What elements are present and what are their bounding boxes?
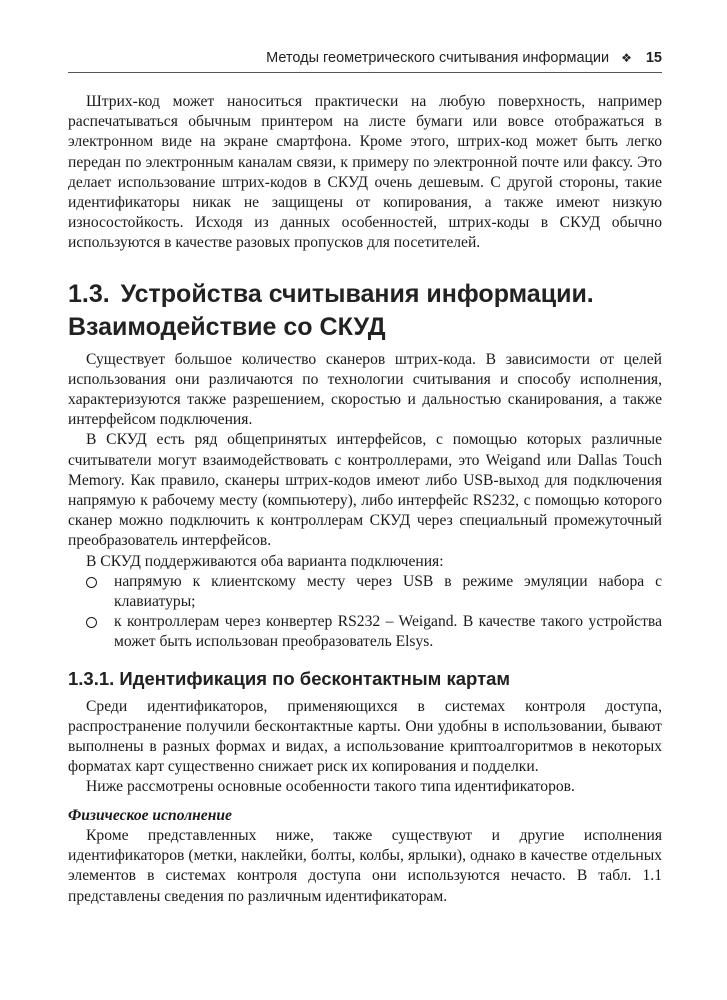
connection-options-list xyxy=(68,572,662,653)
running-title: Методы геометрического считывания информации xyxy=(266,50,610,66)
running-header xyxy=(68,50,662,73)
section-title: Устройства считывания информации. Взаимодействие со СКУД xyxy=(68,279,594,341)
section-number: 1.3. xyxy=(68,279,110,308)
runin-paragraph: Кроме представленных ниже, также существуют и другие исполнения идентификаторов (метки, наклейки, болты, колбы, ярлыки), однако в качестве отдельных элементов в системах контроля доступа они используются нечасто. В табл. 1.1 представлены сведения по различным идентификаторам. xyxy=(68,826,662,905)
list-item xyxy=(68,572,662,612)
section-paragraph: Существует большое количество сканеров штрих-кода. В зависимости от целей использования они различаются по технологии считывания и способу исполнения, характеризуются также разрешением, скоростью и дальностью сканирования, а также интерфейсом подключения. xyxy=(68,350,662,429)
intro-paragraph: Штрих-код может наноситься практически на любую поверхность, например распечатываться обычным принтером на листе бумаги или вовсе отображаться в электронном виде на экране смартфона. Кроме этого, штрих-код может быть легко передан по электронным каналам связи, к примеру по электронной почте или факсу. Это делает использование штрих-кодов в СКУД очень дешевым. С другой стороны, такие идентификаторы никак не защищены от копирования, а также имеют низкую износостойкость. Исходя из данных особенностей, штрих-коды в СКУД обычно используются в качестве разовых пропусков для посетителей. xyxy=(68,93,662,252)
page-content xyxy=(68,92,662,907)
subsection-heading: 1.3.1. Идентификация по бесконтактным картам xyxy=(68,667,511,689)
section-paragraph: В СКУД есть ряд общепринятых интерфейсов, с помощью которых различные считыватели могут взаимодействовать с контроллерами, это Weigand или Dallas Touch Memory. Как правило, сканеры штрих-кодов имеют либо USB-выход для подключения напрямую к рабочему месту (компьютеру), либо интерфейс RS232, с помощью которого сканер можно подключить к контроллерам СКУД через специальный промежуточный преобразователь интерфейсов. xyxy=(68,431,662,550)
subsection-paragraph: Ниже рассмотрены основные особенности такого типа идентификаторов. xyxy=(86,778,575,796)
list-item xyxy=(68,612,662,652)
page-number: 15 xyxy=(645,50,662,66)
runin-heading: Физическое исполнение xyxy=(68,806,232,824)
circle-bullet-icon xyxy=(86,617,97,628)
circle-bullet-icon xyxy=(86,577,97,588)
section-paragraph: В СКУД поддерживаются оба варианта подключения: xyxy=(86,552,444,570)
list-item-text: напрямую к клиентскому месту через USB в режиме эмуляции набора с клавиатуры; xyxy=(114,572,662,611)
section-heading xyxy=(68,278,662,344)
ornament-icon: ❖ xyxy=(621,51,632,65)
list-item-text: к контроллерам через конвертер RS232 – Weigand. В качестве такого устройства может быть использован преобразователь Elsys. xyxy=(114,613,662,651)
subsection-paragraph: Среди идентификаторов, применяющихся в системах контроля доступа, распространение получили бесконтактные карты. Они удобны в использовании, бывают выполнены в разных формах и видах, а использование криптоалгоритмов в некоторых форматах карт существенно снижает риск их копирования и подделки. xyxy=(68,697,662,776)
